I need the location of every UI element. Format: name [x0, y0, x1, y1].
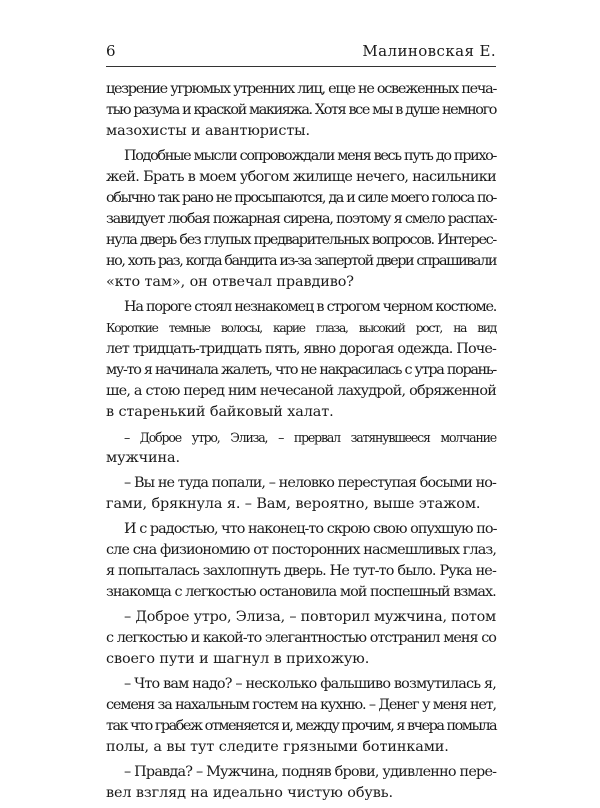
text-line: Короткие темные волосы, карие глаза, высокий рост, на вид	[106, 321, 496, 335]
author-name: Малиновская Е.	[362, 42, 496, 60]
text-line: нула дверь без глупых предварительных вопросов. Интерес-	[106, 232, 496, 248]
paragraph	[106, 297, 496, 423]
text-line: – Доброе утро, Элиза, – прервал затянувшееся молчание	[124, 430, 496, 445]
text-line: И с радостью, что наконец-то скрою свою опухшую по-	[124, 521, 497, 537]
text-line: – Что вам надо? – несколько фальшиво возмутилась я,	[124, 676, 496, 692]
text-line: полы, а вы тут следите грязными ботинками.	[106, 739, 449, 755]
text-line: мужчина.	[106, 450, 180, 466]
body-text	[106, 79, 496, 808]
text-line: му-то я начинала жалеть, что не накрасилась с утра порань-	[106, 362, 496, 378]
paragraph	[106, 473, 496, 515]
text-line: сле сна физиономию от посторонних насмешливых глаз,	[106, 542, 496, 558]
text-line: мазохисты и авантюристы.	[106, 123, 311, 139]
text-line: в старенький байковый халат.	[106, 404, 334, 420]
text-line: так что грабеж отменяется и, между прочим, я вчера помыла	[106, 718, 497, 734]
paragraph	[106, 146, 496, 293]
text-line: На пороге стоял незнакомец в строгом черном костюме.	[124, 299, 497, 315]
text-line: гами, брякнула я. – Вам, вероятно, выше этажом.	[106, 496, 481, 512]
text-line: – Вы не туда попали, – неловко переступая босыми но-	[124, 475, 496, 491]
page-number: 6	[106, 42, 117, 60]
text-line: завидует любая пожарная сирена, поэтому я смело распах-	[106, 211, 497, 227]
text-line: Подобные мысли сопровождали меня весь путь до прихо-	[124, 148, 496, 164]
running-header	[106, 42, 496, 66]
text-line: цезрение угрюмых утренних лиц, еще не освеженных печа-	[106, 81, 497, 97]
paragraph	[106, 674, 496, 758]
header-rule	[106, 66, 496, 67]
text-line: но, хоть раз, когда бандита из-за запертой двери спрашивали	[106, 253, 496, 269]
text-line: лет тридцать-тридцать пять, явно дорогая одежда. Поче-	[106, 341, 496, 357]
text-line: вел взгляд на идеально чистую обувь.	[106, 785, 393, 801]
text-line: семеня за нахальным гостем на кухню. – Денег у меня нет,	[106, 697, 496, 713]
text-line: знакомца с легкостью остановила мой поспешный взмах.	[106, 584, 496, 600]
text-line: «кто там», он отвечал правдиво?	[106, 274, 354, 290]
text-line: – Правда? – Мужчина, подняв брови, удивленно пере-	[124, 764, 497, 780]
paragraph	[106, 427, 496, 469]
text-line: с легкостью и какой-то элегантностью отстранил меня со	[106, 630, 496, 646]
text-line: обычно так рано не просыпаются, да и силе моего голоса по-	[106, 190, 496, 206]
paragraph	[106, 607, 496, 670]
paragraph	[106, 79, 496, 142]
text-line: я попыталась захлопнуть дверь. Не тут-то было. Рука не-	[106, 563, 496, 579]
text-line: жей. Брать в моем убогом жилище нечего, насильники	[106, 169, 496, 185]
paragraph	[106, 762, 496, 804]
text-line: – Доброе утро, Элиза, – повторил мужчина, потом	[124, 609, 496, 625]
text-line: своего пути и шагнул в прихожую.	[106, 651, 370, 667]
text-line: ше, а стою перед ним нечесаной лахудрой, обряженной	[106, 383, 496, 399]
paragraph	[106, 519, 496, 603]
text-line: тью разума и краской макияжа. Хотя все мы в душе немного	[106, 102, 496, 118]
